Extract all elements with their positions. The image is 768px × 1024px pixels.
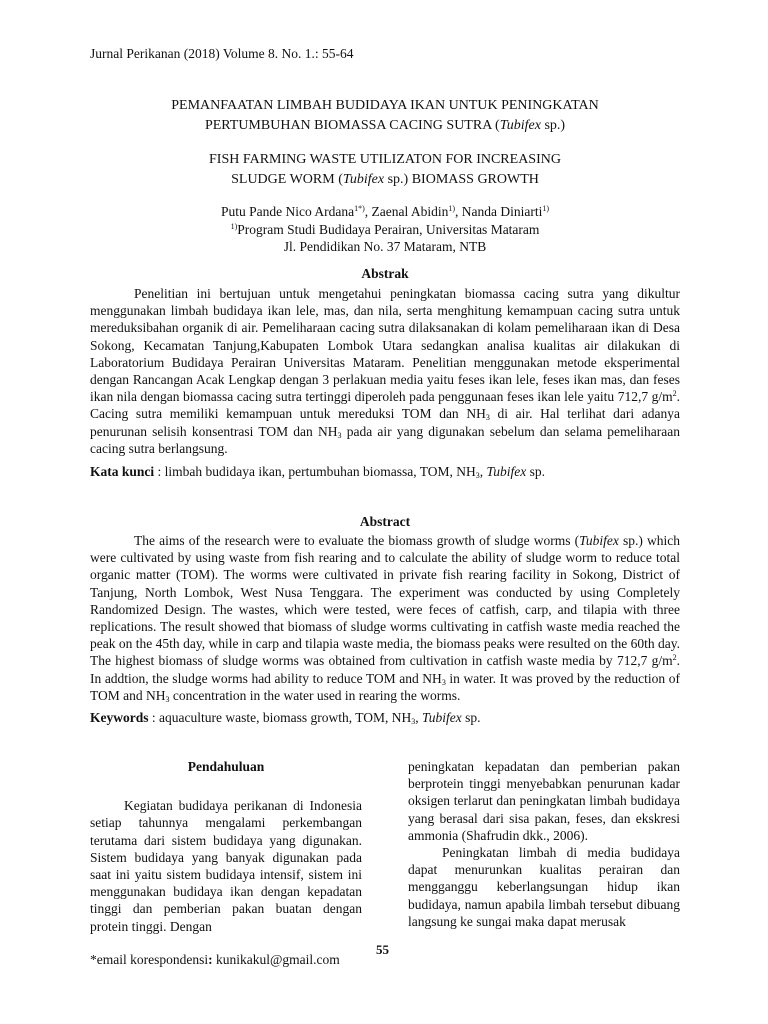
abstrak-body: Penelitian ini bertujuan untuk mengetahui peningkatan biomassa cacing sutra yang dikultur menggunakan limbah budidaya ikan lele, mas, dan nila, serta menghitung kemampuan cacing sutra untuk mereduksibahan organik di air. Pemeliharaan cacing sutra dilaksanakan di kolam pemeliharaan ikan di Desa Sokong, Kecamatan Tanjung,Kabupaten Lombok Utara sedangkan analisa kualitas air dilakukan di Laboratorium Budidaya Perairan Universitas Mataram. Penelitian menggunakan metode eksperimental dengan Rancangan Acak Lengkap dengan 3 perlakuan media yaitu feses ikan lele, feses ikan mas, dan feses ikan nila dengan biomassa cacing sutra tertinggi diperoleh pada penggunaan feses ikan lele yaitu 712,7 $g/m^2$. Cacing sutra memiliki kemampuan untuk mereduksi TOM dan $NH_3$ di air. Hal terlihat dari adanya penurunan selisih konsentrasi TOM dan $NH_3$ pada air yang digunakan sebelum dan selama pemeliharaan cacing sutra berlangsung. (90, 286, 680, 456)
kata-kunci: Kata kunci : limbah budidaya ikan, pertumbuhan biomassa, TOM, $NH_3$, Tubifex sp. (90, 464, 545, 480)
title-english (90, 150, 680, 190)
pendahuluan-heading: Pendahuluan (187, 759, 265, 774)
body-column-left (90, 758, 362, 935)
title-en-line2: SLUDGE WORM (Tubifex sp.) BIOMASS GROWTH (231, 172, 539, 187)
species-name: Tubifex (342, 172, 385, 187)
title-id-line2: PERTUMBUHAN BIOMASSA CACING SUTRA (Tubifex sp.) (204, 118, 566, 133)
body-column-right (408, 758, 680, 930)
footnote-email: *email korespondensi: kunikakul@gmail.com (90, 952, 340, 967)
page-number: 55 (376, 942, 389, 957)
author-names: Putu Pande Nico Ardana$^{1*)}$, Zaenal Abidin$^{1)}$, Nanda Diniarti$^{1)}$ (220, 204, 550, 219)
title-en-line1: FISH FARMING WASTE UTILIZATON FOR INCREASING (209, 152, 561, 167)
keywords: Keywords : aquaculture waste, biomass growth, TOM, $NH_3$, Tubifex sp. (90, 710, 481, 726)
body-paragraph: peningkatan kepadatan dan pemberian pakan berprotein tinggi menyebabkan penurunan kadar oksigen terlarut dan peningkatan limbah budidaya yang berasal dari sisa pakan, feses, dan ekskresi ammonia (Shafrudin dkk., 2006). (408, 759, 680, 843)
title-indonesian (90, 96, 680, 136)
author-block (90, 203, 680, 256)
email-link[interactable]: kunikakul@gmail.com (212, 952, 340, 967)
title-id-line1: PEMANFAATAN LIMBAH BUDIDAYA IKAN UNTUK PENINGKATAN (171, 98, 599, 113)
abstrak-heading: Abstrak (361, 266, 409, 281)
species-name: Tubifex (499, 118, 541, 133)
body-paragraph: Peningkatan limbah di media budidaya dapat menurunkan kualitas perairan dan mengganggu keberlangsungan hidup ikan budidaya, namun apabila limbah tersebut dibuang langsung ke sungai maka dapat merusak (408, 845, 680, 929)
abstract-heading: Abstract (359, 514, 411, 529)
author-affiliation: $^{1)}$Program Studi Budidaya Perairan, Universitas Mataram (230, 221, 540, 237)
journal-header: Jurnal Perikanan (2018) Volume 8. No. 1.: 55-64 (90, 46, 354, 61)
body-paragraph: Kegiatan budidaya perikanan di Indonesia setiap tahunnya mengalami perkembangan terutama dari sistem budidaya yang digunakan. Sistem budidaya yang banyak digunakan pada saat ini yaitu sistem budidaya intensif, sistem ini menggunakan budidaya ikan dengan kepadatan tinggi dan pemberian pakan buatan dengan protein tinggi. Dengan (90, 798, 362, 934)
author-address: Jl. Pendidikan No. 37 Mataram, NTB (283, 239, 487, 254)
abstract-body: The aims of the research were to evaluate the biomass growth of sludge worms (Tubifex sp.) which were cultivated by using waste from fish rearing and to calculate the ability of sludge worm to reduce total organic matter (TOM). The worms were cultivated in private fish rearing facility in Sokong, District of Tanjung, North Lombok, West Nusa Tenggara. The experiment was conducted by using Completely Randomized Design. The wastes, which were tested, were feces of catfish, carp, and tilapia with three replications. The result showed that biomass of sludge worms cultivating in catfish waste media reached the peak on the 45th day, while in carp and tilapia waste media, the biomass peaks were resulted on the 60th day. The highest biomass of sludge worms was obtained from cultivation in catfish waste media by 712,7 $g/m^2$. In addtion, the sludge worms had ability to reduce TOM and $NH_3$ in water. It was proved by the reduction of TOM and $NH_3$ concentration in the water used in rearing the worms. (90, 533, 680, 704)
